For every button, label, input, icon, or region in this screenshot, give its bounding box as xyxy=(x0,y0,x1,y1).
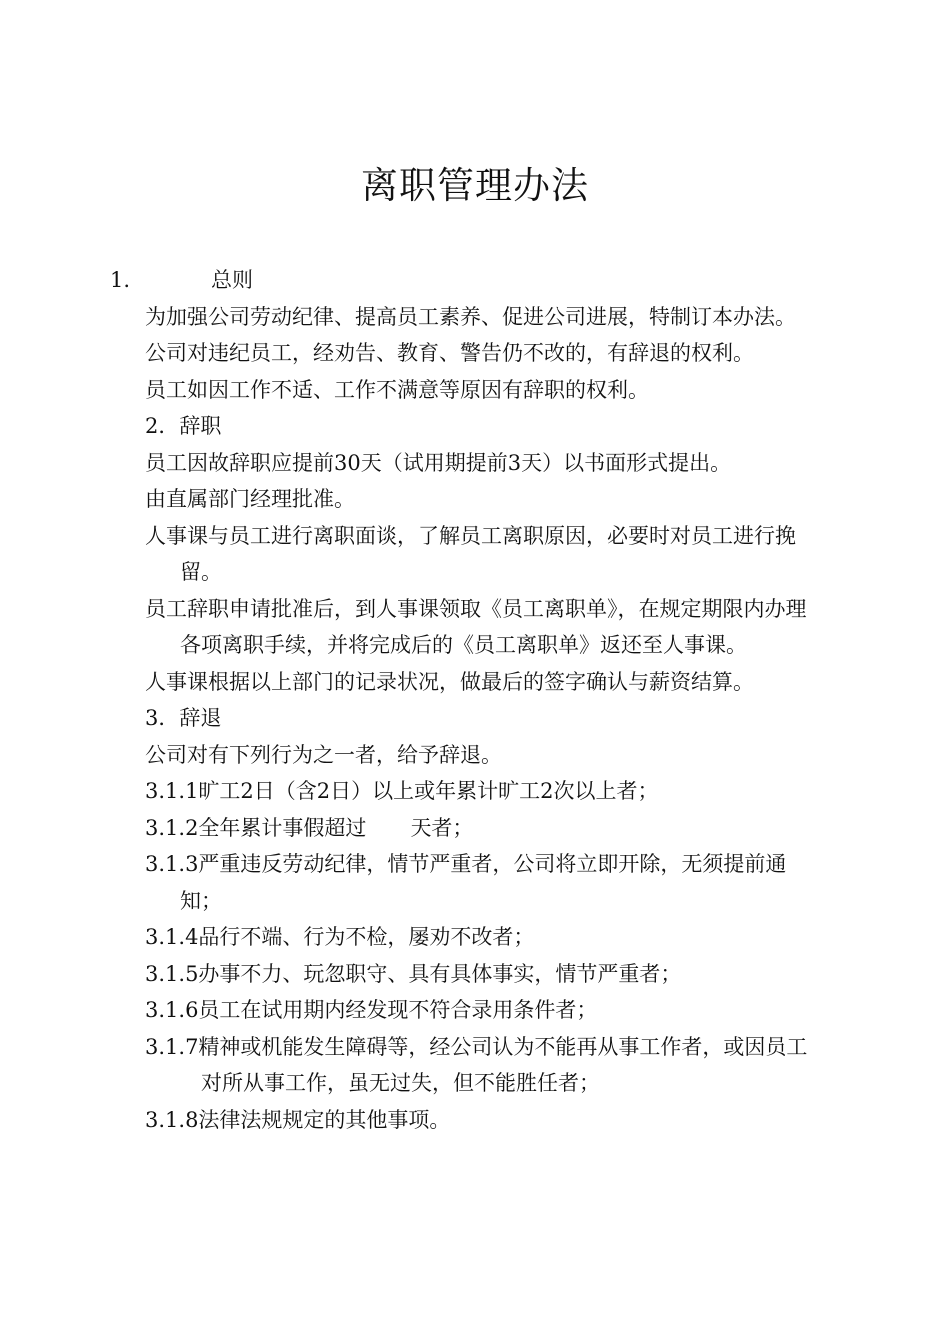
list-item: 3.1.3严重违反劳动纪律，情节严重者，公司将立即开除，无须提前通知； xyxy=(145,852,787,913)
paragraph: 公司对有下列行为之一者，给予辞退。 xyxy=(145,742,502,767)
paragraph: 员工辞职申请批准后，到人事课领取《员工离职单》，在规定期限内办理各项离职手续，并将完成后的《员工离职单》返还至人事课。 xyxy=(145,596,807,657)
list-item: 3.1.6员工在试用期内经发现不符合录用条件者； xyxy=(145,998,598,1022)
list-item: 3.1.8法律法规规定的其他事项。 xyxy=(145,1107,451,1132)
paragraph: 公司对违纪员工，经劝告、教育、警告仍不改的，有辞退的权利。 xyxy=(145,341,754,365)
list-item: 3.1.5办事不力、玩忽职守、具有具体事实，情节严重者； xyxy=(145,961,682,986)
section-1-title: 总则 xyxy=(211,268,253,292)
section-1-number: 1. xyxy=(110,268,131,292)
document-title: 离职管理办法 xyxy=(361,164,589,207)
item-312-prefix: 3.1.2全年累计事假超过 xyxy=(145,815,367,840)
paragraph: 为加强公司劳动纪律、提高员工素养、促进公司进展，特制订本办法。 xyxy=(145,304,796,329)
paragraph: 员工如因工作不适、工作不满意等原因有辞职的权利。 xyxy=(145,377,649,402)
list-item: 3.1.7精神或机能发生障碍等，经公司认为不能再从事工作者，或因员工对所从事工作，虽无过失，但不能胜任者； xyxy=(145,1034,808,1095)
section-3-heading: 3．辞退 xyxy=(145,706,222,730)
paragraph: 员工因故辞职应提前30天（试用期提前3天）以书面形式提出。 xyxy=(145,450,732,475)
item-312-suffix: 天者； xyxy=(410,815,474,840)
list-item xyxy=(145,810,810,847)
list-item: 3.1.4品行不端、行为不检，屡劝不改者； xyxy=(145,925,535,949)
paragraph: 人事课与员工进行离职面谈，了解员工离职原因，必要时对员工进行挽留。 xyxy=(145,523,796,584)
document-body xyxy=(110,262,810,1138)
paragraph: 由直属部门经理批准。 xyxy=(145,487,355,511)
list-item: 3.1.1旷工2日（含2日）以上或年累计旷工2次以上者； xyxy=(145,779,659,803)
paragraph: 人事课根据以上部门的记录状况，做最后的签字确认与薪资结算。 xyxy=(145,669,754,694)
section-2-heading: 2．辞职 xyxy=(145,414,222,438)
section-1-heading xyxy=(110,262,810,299)
